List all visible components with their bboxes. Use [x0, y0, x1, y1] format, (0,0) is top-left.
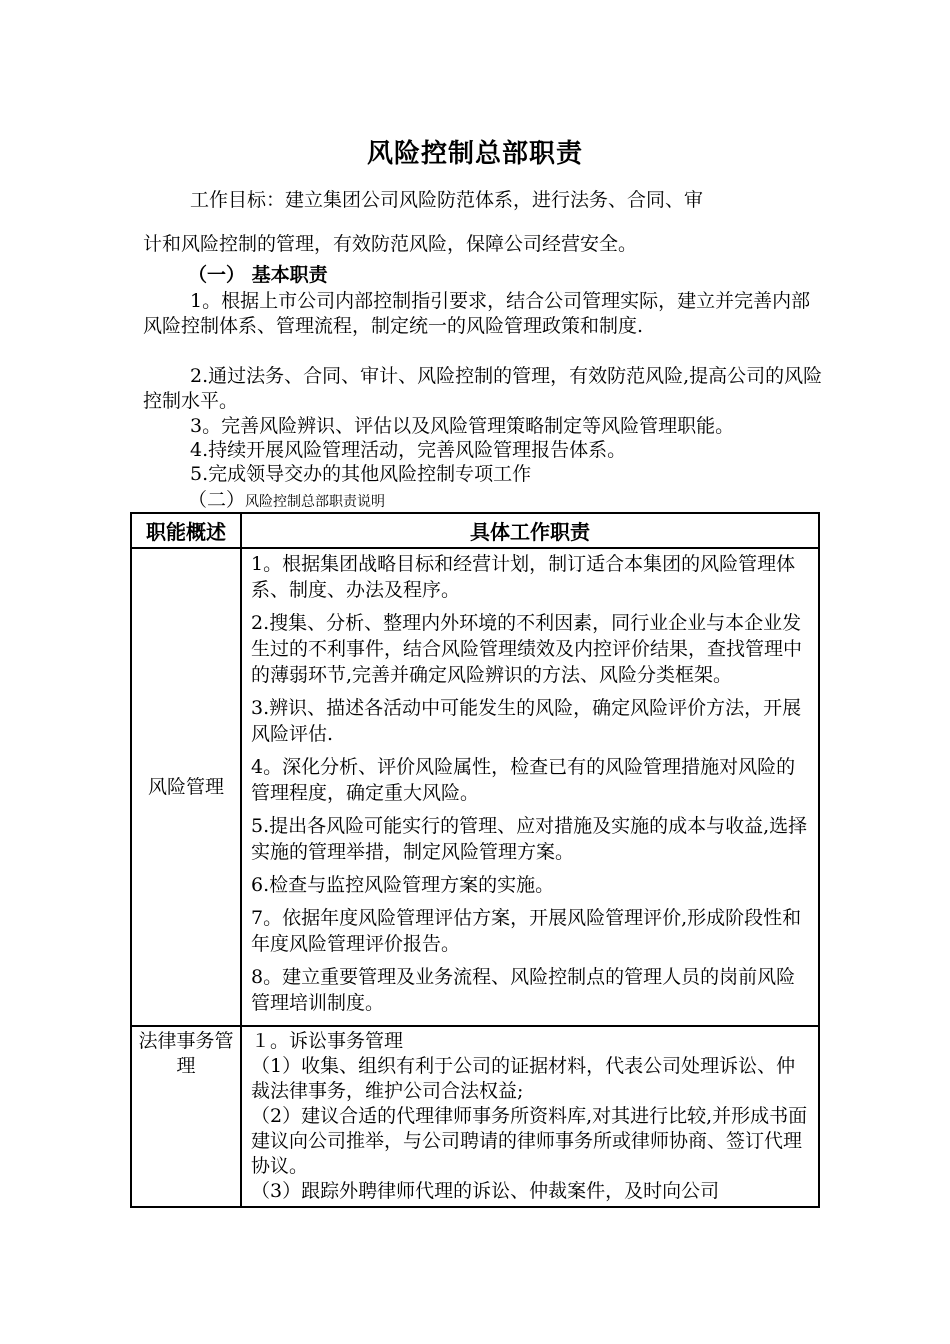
duties-risk-management	[241, 548, 819, 1026]
duty-item: （3）跟踪外聘律师代理的诉讼、仲裁案件，及时向公司	[251, 1180, 720, 1202]
header-function-overview: 职能概述	[131, 513, 241, 548]
duty-item: 2.搜集、分析、整理内外环境的不利因素，同行业企业与本企业发生过的不利事件，结合风险管理绩效及内控评价结果，查找管理中的薄弱环节,完善并确定风险辨识的方法、风险分类框架。	[251, 612, 803, 686]
duty-item: 1。根据集团战略目标和经营计划，制订适合本集团的风险管理体系、制度、办法及程序。	[251, 553, 796, 601]
work-goal-line1: 工作目标：建立集团公司风险防范体系，进行法务、合同、审	[190, 189, 704, 211]
table-header-row	[131, 513, 819, 548]
header-specific-duties: 具体工作职责	[241, 513, 819, 548]
duty-item: 4。深化分析、评价风险属性，检查已有的风险管理措施对风险的管理程度，确定重大风险。	[251, 756, 796, 804]
basic-duty-item-1: 1。根据上市公司内部控制指引要求，结合公司管理实际，建立并完善内部风险控制体系、管理流程，制定统一的风险管理政策和制度.	[143, 290, 811, 337]
duty-item: 7。依据年度风险管理评估方案，开展风险管理评价,形成阶段性和年度风险管理评价报告。	[251, 907, 802, 955]
work-goal-line2: 计和风险控制的管理，有效防范风险，保障公司经营安全。	[143, 233, 638, 255]
section-heading-duty-description	[188, 488, 868, 514]
basic-duty-item-5: 5.完成领导交办的其他风险控制专项工作	[190, 463, 532, 485]
category-legal-affairs: 法律事务管理	[131, 1026, 241, 1207]
duty-item: 8。建立重要管理及业务流程、风险控制点的管理人员的岗前风险管理培训制度。	[251, 966, 796, 1014]
duty-item: １。诉讼事务管理	[251, 1030, 404, 1052]
section-heading-text: 风险控制总部职责说明	[245, 494, 386, 510]
section-heading-number: （二）	[188, 489, 246, 511]
table-row	[131, 1026, 819, 1207]
duty-item: （1）收集、组织有利于公司的证据材料，代表公司处理诉讼、仲裁法律事务，维护公司合法权益;	[251, 1055, 796, 1102]
duty-item: 5.提出各风险可能实行的管理、应对措施及实施的成本与收益,选择实施的管理举措，制定风险管理方案。	[251, 815, 808, 863]
basic-duty-item-3: 3。完善风险辨识、评估以及风险管理策略制定等风险管理职能。	[190, 415, 735, 437]
duty-item: （2）建议合适的代理律师事务所资料库,对其进行比较,并形成书面建议向公司推举，与公司聘请的律师事务所或律师协商、签订代理协议。	[251, 1105, 808, 1177]
table-row	[131, 548, 819, 1026]
category-risk-management: 风险管理	[131, 548, 241, 1026]
duties-table	[130, 512, 820, 1208]
basic-duty-item-2: 2.通过法务、合同、审计、风险控制的管理，有效防范风险,提高公司的风险控制水平。	[143, 365, 823, 412]
duty-item: 6.检查与监控风险管理方案的实施。	[251, 874, 555, 896]
duties-legal-affairs	[241, 1026, 819, 1207]
duty-item: 3.辨识、描述各活动中可能发生的风险，确定风险评价方法，开展风险评估.	[251, 697, 802, 745]
section-heading-basic-duties: （一） 基本职责	[188, 264, 328, 286]
document-title: 风险控制总部职责	[366, 139, 583, 169]
basic-duty-item-4: 4.持续开展风险管理活动，完善风险管理报告体系。	[190, 439, 627, 461]
